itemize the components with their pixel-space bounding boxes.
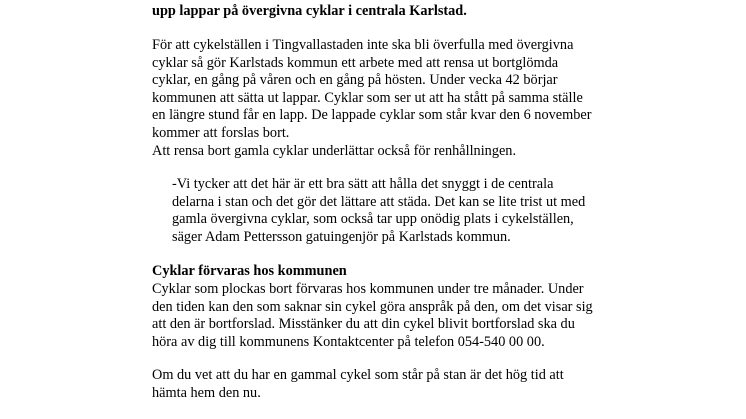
text-line: den tiden kan den som saknar sin cykel göra anspråk på den, om det visar sig <box>152 298 593 315</box>
text-line: säger Adam Pettersson gatuingenjör på Karlstads kommun. <box>172 228 511 245</box>
text-line: kommer att forslas bort. <box>152 124 290 141</box>
article-heading: upp lappar på övergivna cyklar i centrala Karlstad. <box>152 3 467 19</box>
text-line: Om du vet att du har en gammal cykel som står på stan är det hög tid att <box>152 367 564 383</box>
text-line: höra av dig till kommunens Kontaktcenter på telefon 054-540 00 00. <box>152 333 545 350</box>
text-line: hämta hem den nu. <box>152 384 261 401</box>
text-line: Cyklar som plockas bort förvaras hos kommunen under tre månader. Under <box>152 281 584 297</box>
text-line: För att cykelställen i Tingvallastaden inte ska bli överfulla med övergivna <box>152 37 574 53</box>
text-line: cyklar så gör Karlstads kommun ett arbete med att rensa ut bortglömda <box>152 54 559 71</box>
text-line: gamla övergivna cyklar, som också tar upp onödig plats i cykelställen, <box>172 211 574 228</box>
text-line: Att rensa bort gamla cyklar underlättar också för renhållningen. <box>152 142 517 159</box>
section-heading: Cyklar förvaras hos kommunen <box>152 263 347 279</box>
storage-paragraph <box>152 281 593 351</box>
text-line: -Vi tycker att det här är ett bra sätt att hålla det snyggt i de centrala <box>172 176 554 192</box>
text-line: kommunen att sätta ut lappar. Cyklar som ser ut att ha stått på samma ställe <box>152 89 583 106</box>
quote-paragraph <box>172 176 585 246</box>
intro-paragraph <box>152 37 591 160</box>
text-line: en längre stund får en lapp. De lappade cyklar som står kvar den 6 november <box>152 107 592 124</box>
closing-paragraph <box>152 367 564 402</box>
text-line: cyklar, en gång på våren och en gång på hösten. Under vecka 42 börjar <box>152 72 558 89</box>
text-line: delarna i stan och det gör det lättare att städa. Det kan se lite trist ut med <box>172 193 586 210</box>
text-line: att den är bortforslad. Misstänker du att din cykel blivit bortforslad ska du <box>152 316 575 333</box>
